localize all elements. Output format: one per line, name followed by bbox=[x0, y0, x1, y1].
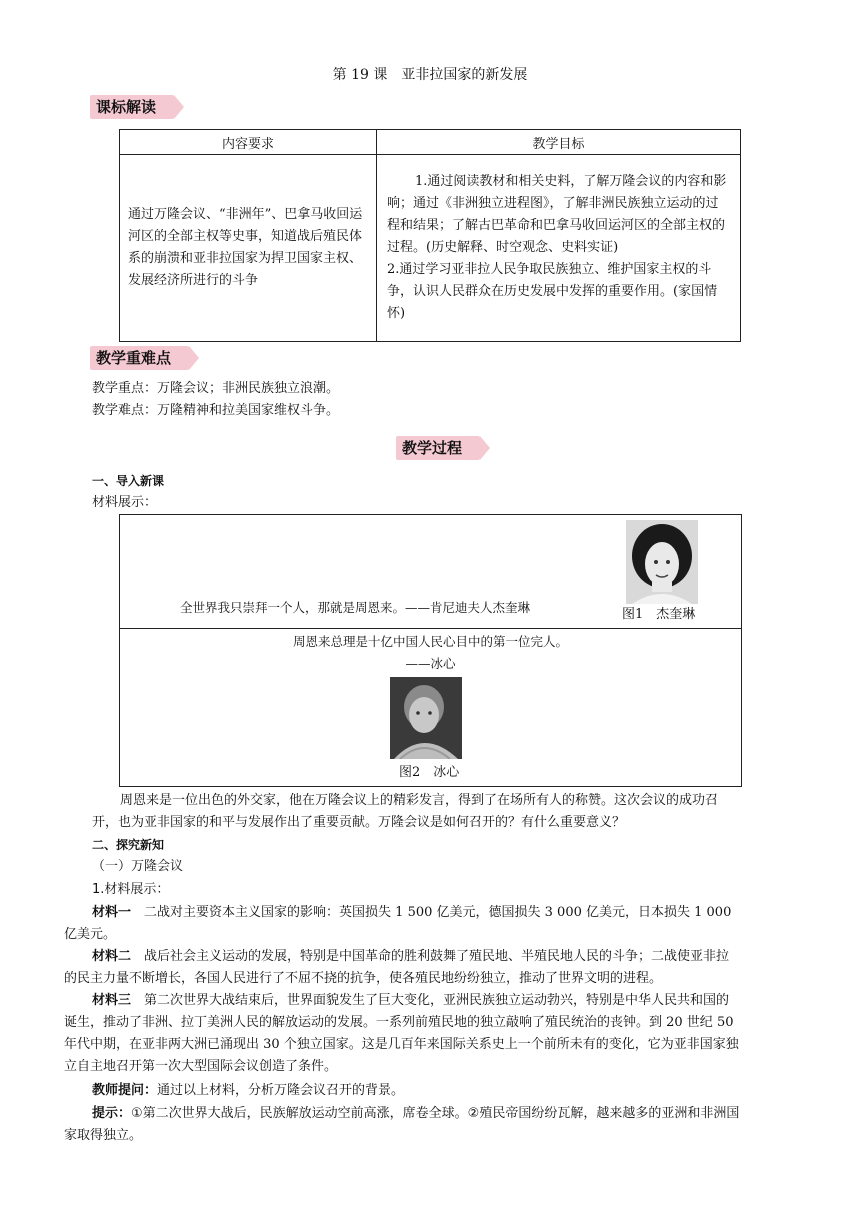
teaching-difficulty: 教学难点：万隆精神和拉美国家维权斗争。 bbox=[92, 403, 340, 418]
material-3 bbox=[64, 990, 741, 1078]
material-1-text: 二战对主要资本主义国家的影响：英国损失 1 500 亿美元，德国损失 3 000 亿美元，日本损失 1 000 亿美元。 bbox=[64, 905, 732, 942]
section2-material-label: 1.材料展示： bbox=[92, 882, 170, 897]
material-2-label: 材料二 bbox=[92, 949, 132, 964]
hint-label: 提示： bbox=[92, 1106, 132, 1121]
teaching-focus: 教学重点：万隆会议；非洲民族独立浪潮。 bbox=[92, 381, 340, 396]
material-2 bbox=[64, 946, 741, 990]
hint bbox=[64, 1103, 741, 1147]
section2-heading: 二、探究新知 bbox=[92, 838, 165, 852]
process-badge: 教学过程 bbox=[396, 436, 480, 460]
teaching-goal-cell bbox=[377, 155, 741, 342]
key-points-badge: 教学重难点 bbox=[90, 346, 189, 370]
jacqueline-photo bbox=[626, 520, 698, 604]
material-2-text: 战后社会主义运动的发展，特别是中国革命的胜利鼓舞了殖民地、半殖民地人民的斗争；二战使亚非拉的民主力量不断增长，各国人民进行了不屈不挠的抗争，使各殖民地纷纷独立，推动了世界文明的进程。 bbox=[64, 949, 730, 986]
header-content-requirement: 内容要求 bbox=[120, 130, 377, 155]
fig1-caption: 图1 杰奎琳 bbox=[622, 607, 696, 622]
header-teaching-goal: 教学目标 bbox=[377, 130, 741, 155]
section1-material-label: 材料展示： bbox=[92, 495, 158, 510]
material-1 bbox=[64, 902, 741, 946]
hint-text: ①第二次世界大战后，民族解放运动空前高涨，席卷全球。②殖民帝国纷纷瓦解，越来越多的亚洲和非洲国家取得独立。 bbox=[64, 1106, 740, 1143]
teacher-question-text: 通过以上材料，分析万隆会议召开的背景。 bbox=[157, 1083, 405, 1098]
quote-jacqueline: 全世界我只崇拜一个人，那就是周恩来。——肯尼迪夫人杰奎琳 bbox=[180, 600, 531, 615]
quote-bingxin-author: ——冰心 bbox=[405, 656, 456, 671]
goal-2: 2.通过学习亚非拉人民争取民族独立、维护国家主权的斗争，认识人民群众在历史发展中发挥的重要作用。(家国情怀) bbox=[387, 262, 718, 321]
section1-heading: 一、导入新课 bbox=[92, 474, 165, 488]
standards-badge: 课标解读 bbox=[90, 95, 174, 119]
material-3-text: 第二次世界大战结束后，世界面貌发生了巨大变化，亚洲民族独立运动勃兴，特别是中华人民共和国的诞生，推动了非洲、拉丁美洲人民的解放运动的发展。一系列前殖民地的独立敲响了殖民统治的丧钟。到 20 世纪 50 年代中期，在亚非两大洲已涌现出 30 个独立国家。这是几百年来国际关系史上一个前所未有的变化，它为亚非国家独立自主地召开第一次大型国际会议创造了条件。 bbox=[64, 993, 739, 1074]
standards-table bbox=[119, 129, 741, 342]
material-1-label: 材料一 bbox=[92, 905, 132, 920]
teacher-question-label: 教师提问： bbox=[92, 1083, 158, 1098]
content-requirement-cell: 通过万隆会议、“非洲年”、巴拿马收回运河区的全部主权等史事，知道战后殖民体系的崩溃和亚非拉国家为捍卫国家主权、发展经济所进行的斗争 bbox=[120, 155, 377, 342]
intro-paragraph: 周恩来是一位出色的外交家，他在万隆会议上的精彩发言，得到了在场所有人的称赞。这次会议的成功召开，也为亚非国家的和平与发展作出了重要贡献。万隆会议是如何召开的？有什么重要意义？ bbox=[92, 793, 719, 830]
quote-bingxin: 周恩来总理是十亿中国人民心目中的第一位完人。 bbox=[292, 634, 568, 649]
material-box bbox=[119, 514, 742, 787]
section2-subheading: （一）万隆会议 bbox=[92, 859, 184, 874]
material-divider bbox=[120, 628, 741, 629]
goal-1: 1.通过阅读教材和相关史料，了解万隆会议的内容和影响；通过《非洲独立进程图》，了解非洲民族独立运动的过程和结果；了解古巴革命和巴拿马收回运河区的全部主权的过程。(历史解释、时空观念、史料实证) bbox=[387, 174, 727, 255]
material-3-label: 材料三 bbox=[92, 993, 132, 1008]
fig2-caption: 图2 冰心 bbox=[399, 765, 460, 780]
bingxin-photo bbox=[390, 677, 462, 759]
teacher-question bbox=[92, 1080, 404, 1102]
page-title: 第 19 课 亚非拉国家的新发展 bbox=[332, 67, 528, 83]
